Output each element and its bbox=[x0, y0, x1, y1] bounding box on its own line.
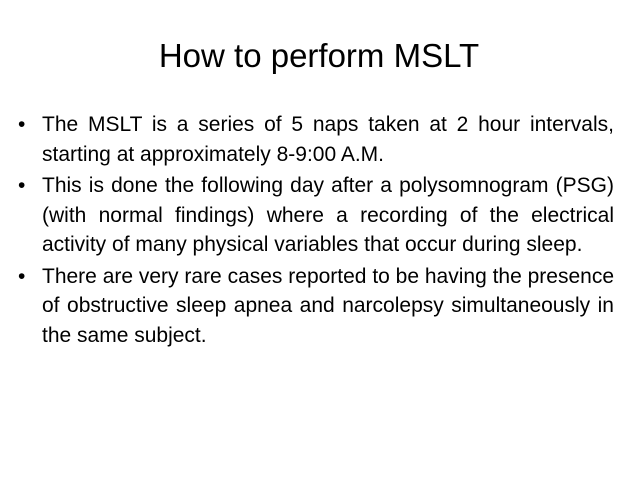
bullet-item bbox=[18, 110, 614, 169]
bullet-text: There are very rare cases reported to be having the presence of obstructive sleep apnea and narcolepsy simultaneously in the same subject. bbox=[42, 264, 614, 347]
slide-title: How to perform MSLT bbox=[158, 37, 480, 74]
bullet-text: This is done the following day after a polysomnogram (PSG) (with normal findings) where a recording of the electrical activity of many physical variables that occur during sleep. bbox=[42, 174, 614, 256]
bullet-dot-icon: • bbox=[18, 174, 26, 197]
bullet-dot-icon: • bbox=[18, 113, 26, 136]
bullet-dot-icon: • bbox=[18, 264, 26, 288]
bullet-list bbox=[18, 110, 614, 352]
bullet-item bbox=[18, 262, 614, 351]
bullet-text: The MSLT is a series of 5 naps taken at 2 hour intervals, starting at approximately 8-9:00 A.M. bbox=[42, 113, 614, 166]
bullet-item bbox=[18, 171, 614, 260]
